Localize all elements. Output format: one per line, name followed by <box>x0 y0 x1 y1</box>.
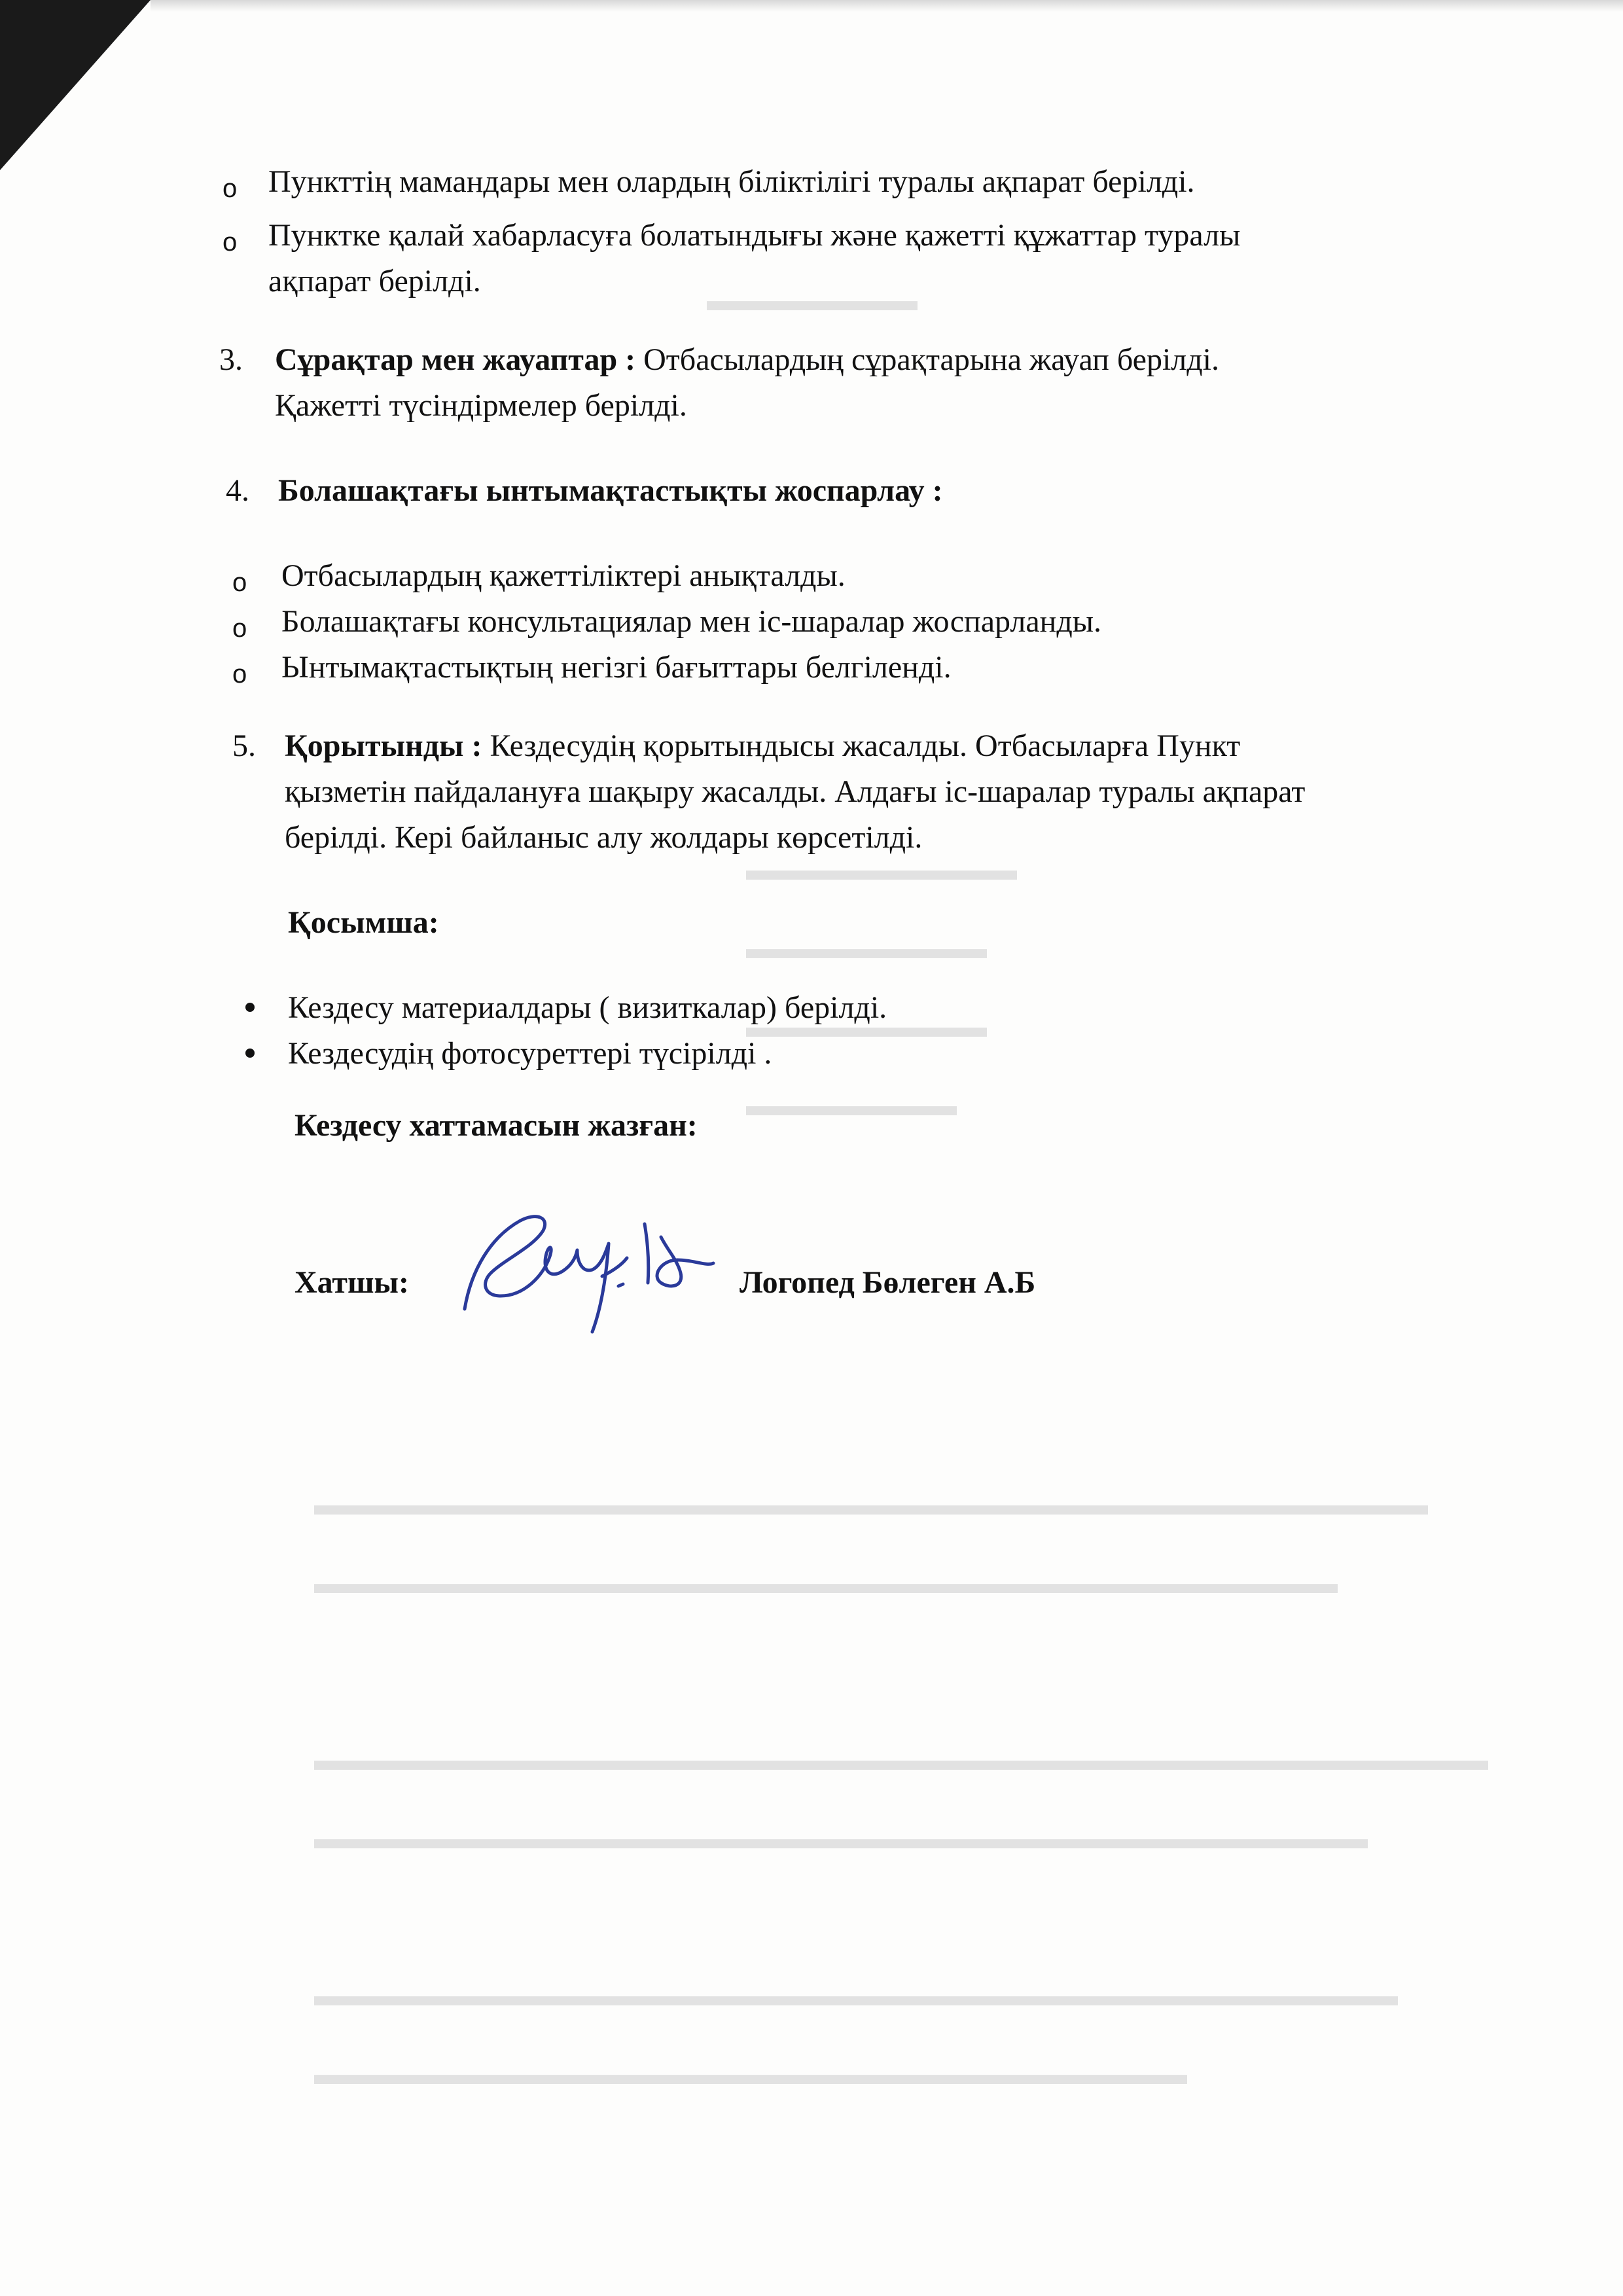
scan-top-edge <box>151 0 1623 12</box>
scan-corner-shadow <box>0 0 151 170</box>
section3-heading: Сұрақтар мен жауаптар : <box>275 342 636 377</box>
bleed-through: ▬▬▬▬▬▬▬▬▬▬▬▬▬▬▬▬▬▬▬▬▬▬▬▬▬▬▬▬▬▬▬▬▬▬▬ <box>314 1821 1368 1855</box>
bullet-dot-icon <box>245 1049 255 1058</box>
bullet-circle-icon: o <box>232 568 247 597</box>
bullet-circle-icon: o <box>232 660 247 689</box>
section4-bullet-3: Ынтымақтастықтың негізгі бағыттары белгіленді. <box>281 650 952 685</box>
handwritten-signature <box>452 1198 726 1348</box>
bleed-through: ▬▬▬▬▬▬▬▬▬▬▬▬▬▬▬▬▬▬▬▬▬▬▬▬▬▬▬▬▬▬▬▬▬▬▬▬▬ <box>314 1488 1428 1521</box>
bleed-through: ▬▬▬▬▬▬▬▬▬▬▬▬▬▬▬▬▬▬▬▬▬▬▬▬▬▬▬▬▬▬▬▬▬▬▬▬ <box>314 1979 1398 2012</box>
bullet-circle-icon: o <box>223 174 238 203</box>
section4-bullet-1: Отбасылардың қажеттіліктері анықталды. <box>281 558 846 593</box>
attachment-bullet-1: Кездесу материалдары ( визиткалар) берілді. <box>288 990 887 1025</box>
section5-line2: қызметін пайдалануға шақыру жасалды. Алдағы іс-шаралар туралы ақпарат <box>285 774 1306 809</box>
bleed-through: ▬▬▬▬▬▬▬▬▬▬▬▬▬▬▬▬▬▬▬▬▬▬▬▬▬▬▬▬▬▬▬▬▬▬▬▬▬▬▬ <box>314 1743 1488 1776</box>
section3-line2: Қажетті түсіндірмелер берілді. <box>275 388 687 423</box>
bullet-dot-icon <box>245 1003 255 1012</box>
bleed-through: ▬▬▬▬▬▬▬▬ <box>746 931 987 965</box>
bleed-through: ▬▬▬▬▬▬▬ <box>746 1088 957 1122</box>
minutes-author-label: Кездесу хаттамасын жазған: <box>294 1108 698 1143</box>
bleed-through: ▬▬▬▬▬▬▬▬ <box>746 1010 987 1043</box>
bleed-through: ▬▬▬▬▬▬▬ <box>707 283 918 317</box>
section2-bullet-2: Пунктке қалай хабарласуға болатындығы және қажетті құжаттар туралы <box>268 218 1241 253</box>
section5-text: Кездесудің қорытындысы жасалды. Отбасыларға Пункт <box>482 728 1241 763</box>
secretary-name: Логопед Бөлеген А.Б <box>740 1265 1036 1300</box>
section3-line1 <box>275 340 1219 380</box>
bullet-circle-icon: o <box>223 228 238 257</box>
section3-number: 3. <box>219 342 243 377</box>
section2-bullet-2-cont: ақпарат берілді. <box>268 264 481 298</box>
section3-text: Отбасылардың сұрақтарына жауап берілді. <box>635 342 1219 377</box>
section4-number: 4. <box>226 473 249 508</box>
section5-line1 <box>285 726 1240 766</box>
bleed-through: ▬▬▬▬▬▬▬▬▬▬▬▬▬▬▬▬▬▬▬▬▬▬▬▬▬▬▬▬▬▬▬▬▬▬ <box>314 1566 1338 1600</box>
bullet-circle-icon: o <box>232 614 247 643</box>
section5-heading: Қорытынды : <box>285 728 482 763</box>
section4-bullet-2: Болашақтағы консультациялар мен іс-шаралар жоспарланды. <box>281 604 1101 639</box>
attachment-heading: Қосымша: <box>288 905 439 940</box>
bleed-through: ▬▬▬▬▬▬▬▬▬ <box>746 853 1017 886</box>
section4-heading: Болашақтағы ынтымақтастықты жоспарлау : <box>278 473 943 508</box>
attachment-bullet-2: Кездесудің фотосуреттері түсірілді . <box>288 1036 772 1071</box>
section5-line3: берілді. Кері байланыс алу жолдары көрсетілді. <box>285 820 923 855</box>
secretary-label: Хатшы: <box>294 1265 409 1300</box>
section2-bullet-1: Пункттің мамандары мен олардың біліктілігі туралы ақпарат берілді. <box>268 164 1195 199</box>
bleed-through: ▬▬▬▬▬▬▬▬▬▬▬▬▬▬▬▬▬▬▬▬▬▬▬▬▬▬▬▬▬ <box>314 2057 1187 2090</box>
section5-number: 5. <box>232 728 256 763</box>
